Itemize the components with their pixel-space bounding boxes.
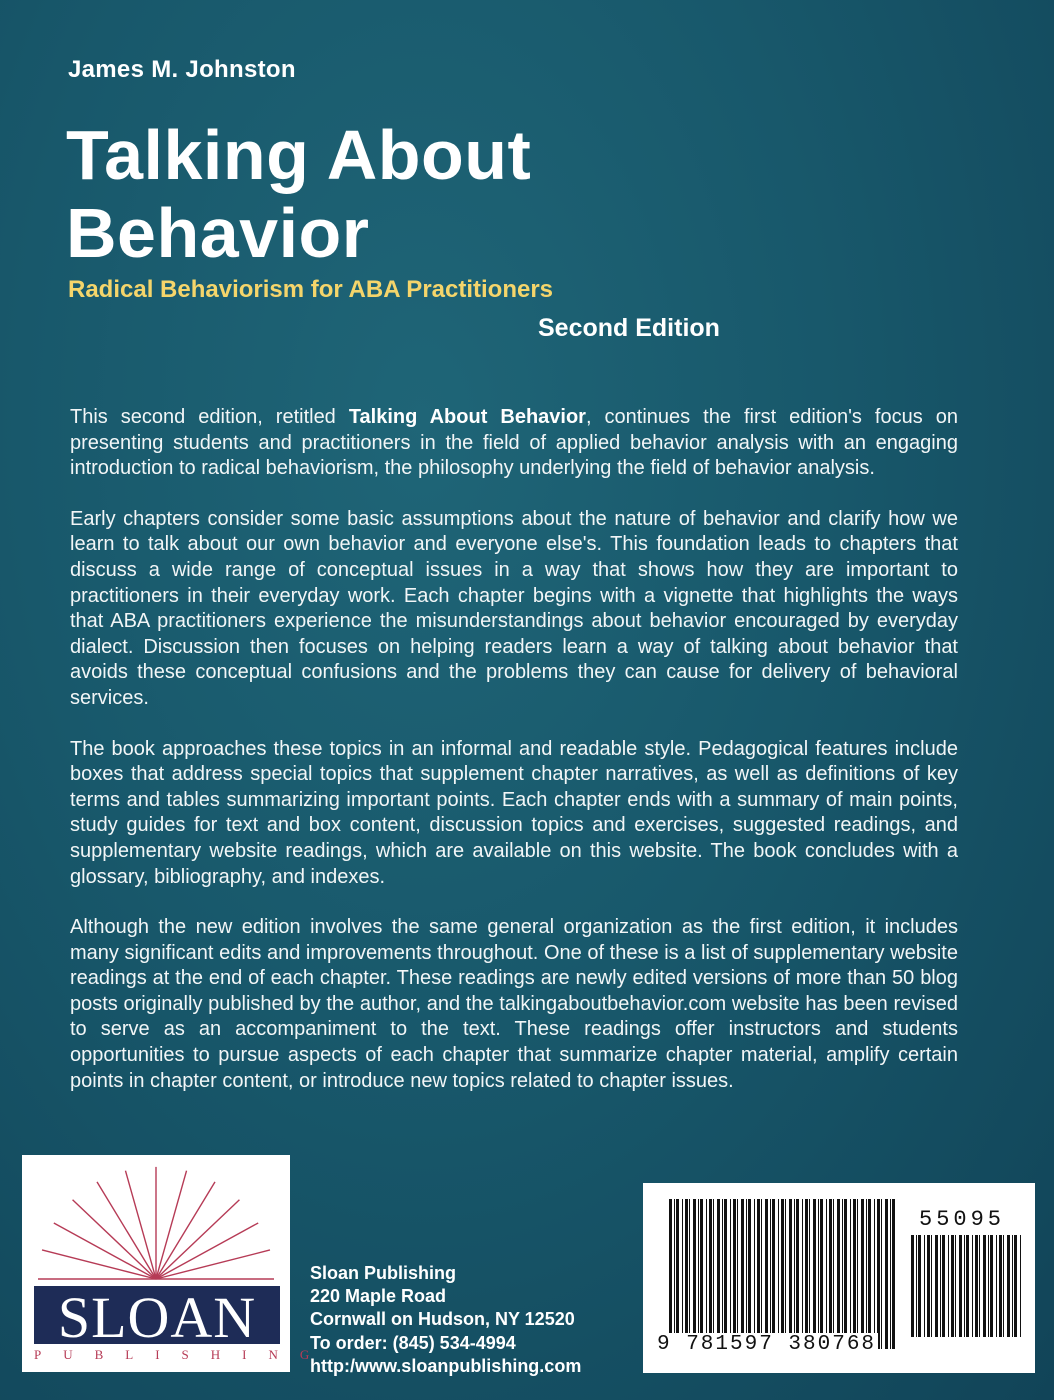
publisher-name: Sloan Publishing [310, 1263, 457, 1283]
book-subtitle: Radical Behaviorism for ABA Practitioners [68, 276, 554, 303]
description-paragraph-4: Although the new edition involves the same general organization as the first edition, it includes many significant edits and improvements throughout. One of these is a list of supplementary website readings at the end of each chapter. These readings are newly edited versions of more than 50 blog posts originally published by the author, and the talkingaboutbehavior.com website has been revised to serve as an accompaniment to the text. These readings offer instructors and students opportunities to pursue aspects of each chapter that summarize chapter material, amplify certain points in chapter content, or introduce new topics related to chapter issues. [70, 916, 958, 1092]
barcode-addon-number: 55095 [919, 1207, 1006, 1232]
logo-wordmark: SLOAN [57, 1285, 257, 1350]
isbn-barcode [643, 1183, 1035, 1373]
author-name: James M. Johnston [68, 56, 296, 83]
edition-label: Second Edition [538, 314, 720, 342]
description-paragraph-1: This second edition, retitled Talking About Behavior, continues the first edition's focus on presenting students and practitioners in the field of applied behavior analysis with an engaging introduction to radical behaviorism, the philosophy underlying the field of behavior analysis. [70, 406, 958, 480]
inline-title: Talking About Behavior [348, 406, 586, 428]
publisher-website: http:/www.sloanpublishing.com [310, 1355, 582, 1376]
book-title [66, 116, 531, 272]
publisher-address [310, 1262, 581, 1378]
isbn-number: 9 781597 380768 [657, 1333, 877, 1356]
publisher-street: 220 Maple Road [310, 1286, 447, 1307]
title-line-2: Behavior [66, 194, 370, 272]
description-paragraph-3: The book approaches these topics in an informal and readable style. Pedagogical features include boxes that address special topics that supplement chapter narratives, as well as definitions of key terms and tables summarizing important points. Each chapter ends with a summary of main points, study guides for text and box content, discussion topics and exercises, suggested readings, and supplementary website readings, which are available on this website. The book concludes with a glossary, bibliography, and indexes. [70, 737, 958, 888]
publisher-logo [22, 1155, 332, 1372]
sunburst-rays-icon [22, 1155, 290, 1285]
addon-bars-icon [911, 1235, 1023, 1337]
description-paragraph-2: Early chapters consider some basic assumptions about the nature of behavior and clarify how we learn to talk about our own behavior and everyone else's. This foundation leads to chapters that discuss a wide range of conceptual issues in a way that shows how they are important to practitioners in their everyday work. Each chapter begins with a vignette that highlights the ways that ABA practitioners experience the misunderstandings about behavior encouraged by everyday dialect. Discussion then focuses on helping readers learn a way of talking about behavior that avoids these conceptual confusions and the problems they can cause for delivery of behavioral services. [70, 507, 958, 709]
description-text [70, 405, 958, 1119]
title-line-1: Talking About [66, 116, 532, 194]
barcode-bars-icon [669, 1199, 895, 1349]
publisher-phone: To order: (845) 534-4994 [310, 1332, 516, 1353]
logo-subtext: PUBLISHING [34, 1347, 332, 1362]
publisher-city: Cornwall on Hudson, NY 12520 [310, 1309, 575, 1330]
